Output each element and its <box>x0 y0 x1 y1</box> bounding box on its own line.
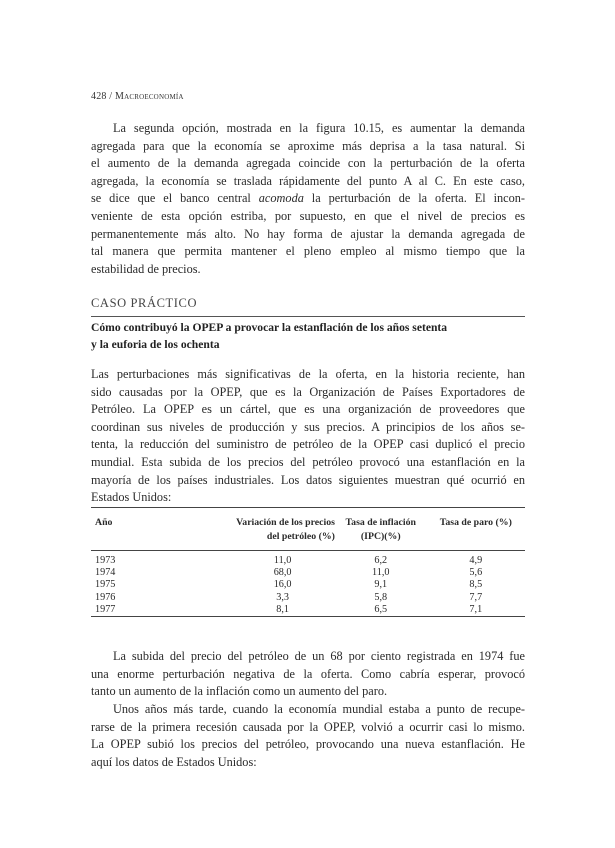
table-cell: 4,9 <box>469 555 483 566</box>
table-cell: 16,0 <box>273 579 292 591</box>
header-line: Año <box>95 517 113 528</box>
text-line: Las perturbaciones más significativas de la oferta, en la historia reciente, han <box>91 367 525 381</box>
header-line: Variación de los precios <box>236 517 335 528</box>
text-line: agregada, la economía se traslada rápidamente del punto A al C. En este caso, <box>91 173 525 188</box>
text-line: el aumento de la demanda agregada coincide con la perturbación de la oferta <box>91 156 525 171</box>
table-cell: 68,0 <box>273 567 292 579</box>
table-cell: 11,0 <box>372 567 390 579</box>
table-row <box>91 551 525 568</box>
paragraph-segunda-recesion <box>91 701 525 771</box>
text-line <box>91 190 525 208</box>
text-line: La segunda opción, mostrada en la figura 10.15, es aumentar la demanda <box>113 121 525 135</box>
table-cell: 8,1 <box>276 603 289 615</box>
text-line: veniente de esta opción estriba, por supuesto, en que el nivel de precios es <box>91 208 525 223</box>
text-line: coordinan sus niveles de producción y sus precios. A principios de los años se- <box>91 419 525 434</box>
table-row <box>91 579 525 591</box>
text-line: permanentemente más alto. No hay forma de ajustar la demanda agregada de <box>91 226 525 241</box>
table-cell: 7,7 <box>469 591 483 603</box>
running-head <box>91 91 184 102</box>
table-cell: 1974 <box>95 567 116 579</box>
text-line: La OPEP subió los precios del petróleo, provocando una nueva estanflación. He <box>91 737 525 752</box>
paragraph-opcion-acomodar <box>91 120 525 278</box>
oil-shock-table-1973-1977 <box>91 507 525 617</box>
text-line: sido causadas por la OPEP, que es la Organización de Países Exportadores de <box>91 384 525 399</box>
table-cell: 11,0 <box>273 555 292 566</box>
text-line: una enorme perturbación negativa de la oferta. Como cabría esperar, provocó <box>91 666 525 681</box>
text-line: rarse de la primera recesión causada por la OPEP, volvió a ocurrir casi lo mismo. <box>91 719 525 734</box>
text-line: tal manera que permita mantener el pleno empleo al mismo tiempo que la <box>91 244 525 259</box>
table-cell: 1975 <box>95 579 116 591</box>
text-line: mundial. Esta subida de los precios del petróleo provocó una estanflación en la <box>91 454 525 469</box>
table-cell: 7,1 <box>469 603 483 615</box>
case-study-label: CASO PRÁCTICO <box>91 296 198 310</box>
header-line: Tasa de paro (%) <box>439 517 512 528</box>
page-number: 428 <box>91 91 107 102</box>
table-header-row <box>91 508 525 551</box>
running-head-title: Macroeconomía <box>115 91 184 102</box>
text-line: La subida del precio del petróleo de un 68 por ciento registrada en 1974 fue <box>113 649 525 663</box>
text-run: se dice que el banco central <box>91 191 259 206</box>
table-row <box>91 604 525 617</box>
text-line: Petróleo. La OPEP es un cártel, que es una organización de proveedores que <box>91 402 525 417</box>
text-line: Estados Unidos: <box>91 490 172 505</box>
paragraph-perturbacion-1974 <box>91 648 525 701</box>
case-study-title <box>91 319 525 353</box>
table-cell: 1973 <box>95 555 116 566</box>
header-variacion-precio-petroleo <box>172 508 335 551</box>
italic-term: acomoda <box>258 191 304 206</box>
case-title-line: Cómo contribuyó la OPEP a provocar la estanflación de los años setenta <box>91 321 448 334</box>
text-line: Unos años más tarde, cuando la economía mundial estaba a punto de recupe- <box>113 702 525 716</box>
table-cell: 5,8 <box>374 591 388 603</box>
table-cell: 1977 <box>95 603 116 615</box>
header-line: del petróleo (%) <box>266 531 335 542</box>
paragraph-opep-intro <box>91 366 525 507</box>
header-ano <box>91 508 172 551</box>
header-tasa-inflacion <box>335 508 427 551</box>
table-cell: 6,5 <box>374 603 388 615</box>
table-cell: 5,6 <box>469 567 483 579</box>
header-line: (IPC)(%) <box>360 531 401 542</box>
table-row <box>91 592 525 604</box>
text-line: estabilidad de precios. <box>91 261 201 276</box>
table-cell: 6,2 <box>374 555 388 566</box>
header-tasa-paro <box>427 508 525 551</box>
table-cell: 9,1 <box>374 579 388 591</box>
table-cell: 8,5 <box>469 579 483 591</box>
text-line: aquí los datos de Estados Unidos: <box>91 754 257 769</box>
text-run: la perturbación de la oferta. El incon- <box>303 191 525 206</box>
header-line: Tasa de inflación <box>345 517 416 528</box>
table-row <box>91 567 525 579</box>
table-cell: 3,3 <box>276 591 289 603</box>
text-line: mayoría de los países industriales. Los datos siguientes muestran qué ocurrió en <box>91 472 525 487</box>
text-line: tenta, la reducción del suministro de petróleo de la OPEP casi duplicó el precio <box>91 437 525 452</box>
text-line: tanto un aumento de la inflación como un aumento del paro. <box>91 684 388 699</box>
text-line: agregada para que la economía se aproxime más deprisa a la tasa natural. Si <box>91 138 525 153</box>
case-study-rule <box>91 316 525 317</box>
case-title-line: y la euforia de los ochenta <box>91 338 220 351</box>
table-cell: 1976 <box>95 591 116 603</box>
running-head-separator: / <box>106 91 115 102</box>
